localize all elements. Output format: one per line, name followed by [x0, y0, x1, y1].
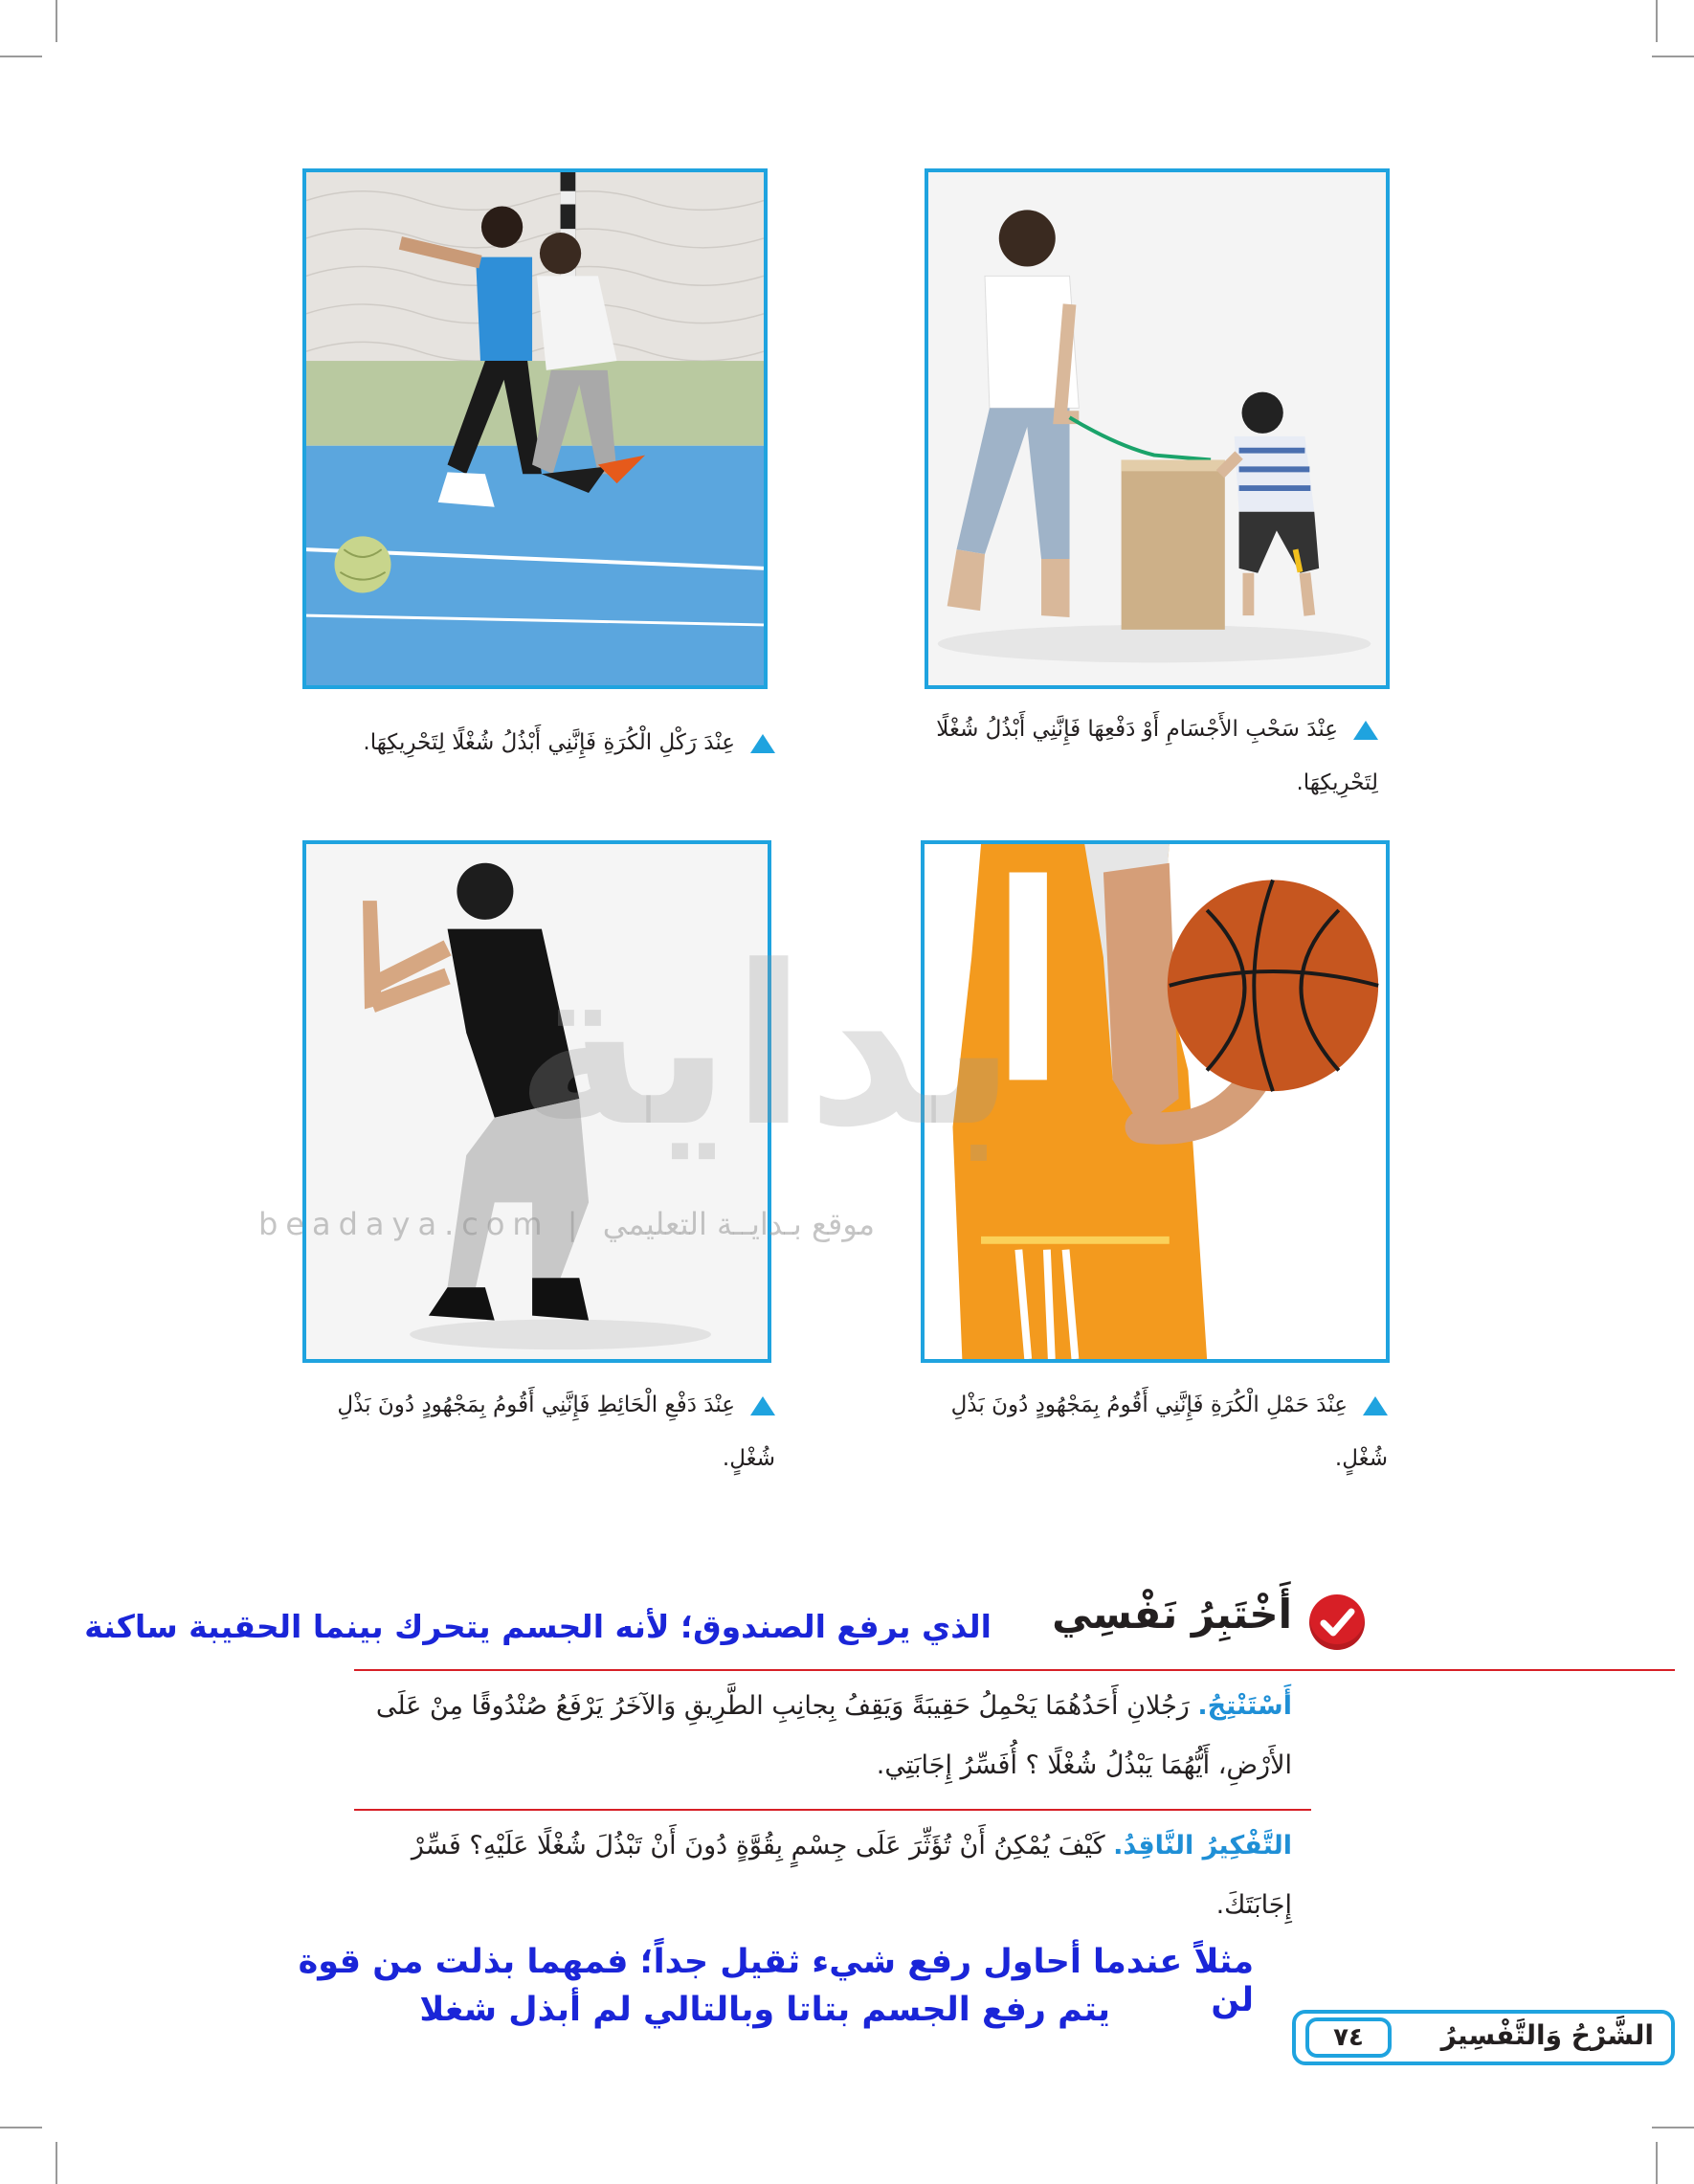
test-yourself-title: أَخْتَبِرُ نَفْسِي — [1052, 1591, 1292, 1638]
watermark-url: beadaya.com | موقع بـدايــة التعليمي — [258, 1206, 875, 1242]
caption-top-left: عِنْدَ رَكْلِ الْكُرَةِ فَإِنَّنِي أَبْذُلُ شُغْلًا لِتَحْرِيكِهَا. — [297, 716, 775, 769]
question-infer: أَسْتَنْتِجُ. رَجُلانِ أَحَدُهُمَا يَحْمِلُ حَقِيبَةً وَيَقِفُ بِجانِبِ الطَّرِيقِ وَالآخَرُ يَرْفَعُ صُنْدُوقًا مِنْ عَلَى الأَرْضِ، أَيُّهُمَا يَبْذُلُ شُغْلًا ؟ أُفَسِّرُ إِجَابَتِي. — [375, 1691, 1292, 1780]
crop-mark — [56, 2142, 57, 2184]
divider — [354, 1669, 1675, 1671]
caption-top-right: عِنْدَ سَحْبِ الأَجْسَامِ أَوْ دَفْعِهَا فَإِنَّنِي أَبْذُلُ شُغْلًا لِتَحْرِيكِهَا. — [936, 717, 1378, 795]
answer-1-handwritten: الذي يرفع الصندوق؛ لأنه الجسم يتحرك بينما الحقيبة ساكنة — [84, 1608, 992, 1645]
photo-kicking-ball — [302, 168, 768, 689]
crop-mark — [0, 56, 42, 57]
divider — [354, 1809, 1311, 1811]
crop-mark — [56, 0, 57, 42]
caption-bottom-left: عِنْدَ دَفْعِ الْحَائِطِ فَإِنَّنِي أَقُومُ بِمَجْهُودٍ دُونَ بَذْلِ شُغْلٍ. — [337, 1393, 775, 1471]
photo-pull-push-box — [925, 168, 1390, 689]
crop-mark — [0, 2127, 42, 2128]
crop-mark — [1656, 2142, 1658, 2184]
answer-2-line-2: يتم رفع الجسم بتاتا وبالتالي لم أبذل شغلا — [419, 1991, 1110, 2029]
page-number: ٧٤ — [1305, 2017, 1392, 2058]
photo-pushing-wall — [302, 840, 771, 1363]
watermark-logo: بداية — [515, 920, 1016, 1175]
bullet-triangle-icon — [750, 734, 775, 753]
crop-mark — [1656, 0, 1658, 42]
bullet-triangle-icon — [750, 1396, 775, 1415]
footer-section-title: الشَّرْحُ وَالتَّفْسِيرُ — [1440, 2019, 1654, 2051]
crop-mark — [1652, 56, 1694, 57]
bullet-triangle-icon — [1363, 1396, 1388, 1415]
footer-section-label — [1292, 2010, 1675, 2065]
question-critical-thinking: التَّفْكِيرُ النَّاقِدُ. كَيْفَ يُمْكِنُ أَنْ تُؤَثِّرَ عَلَى جِسْمٍ بِقُوَّةٍ دُونَ أَنْ تَبْذُلَ شُغْلًا عَلَيْهِ؟ فَسِّرْ إِجَابَتَكَ. — [411, 1831, 1292, 1920]
photo-holding-basketball — [921, 840, 1390, 1363]
crop-mark — [1652, 2127, 1694, 2128]
bullet-triangle-icon — [1353, 721, 1378, 740]
caption-bottom-right: عِنْدَ حَمْلِ الْكُرَةِ فَإِنَّنِي أَقُومُ بِمَجْهُودٍ دُونَ بَذْلِ شُغْلٍ. — [950, 1393, 1388, 1471]
checkmark-icon — [1309, 1594, 1365, 1650]
answer-2-line-1: مثلاً عندما أحاول رفع شيء ثقيل جداً؛ فمهما بذلت من قوة لن — [298, 1943, 1254, 2019]
